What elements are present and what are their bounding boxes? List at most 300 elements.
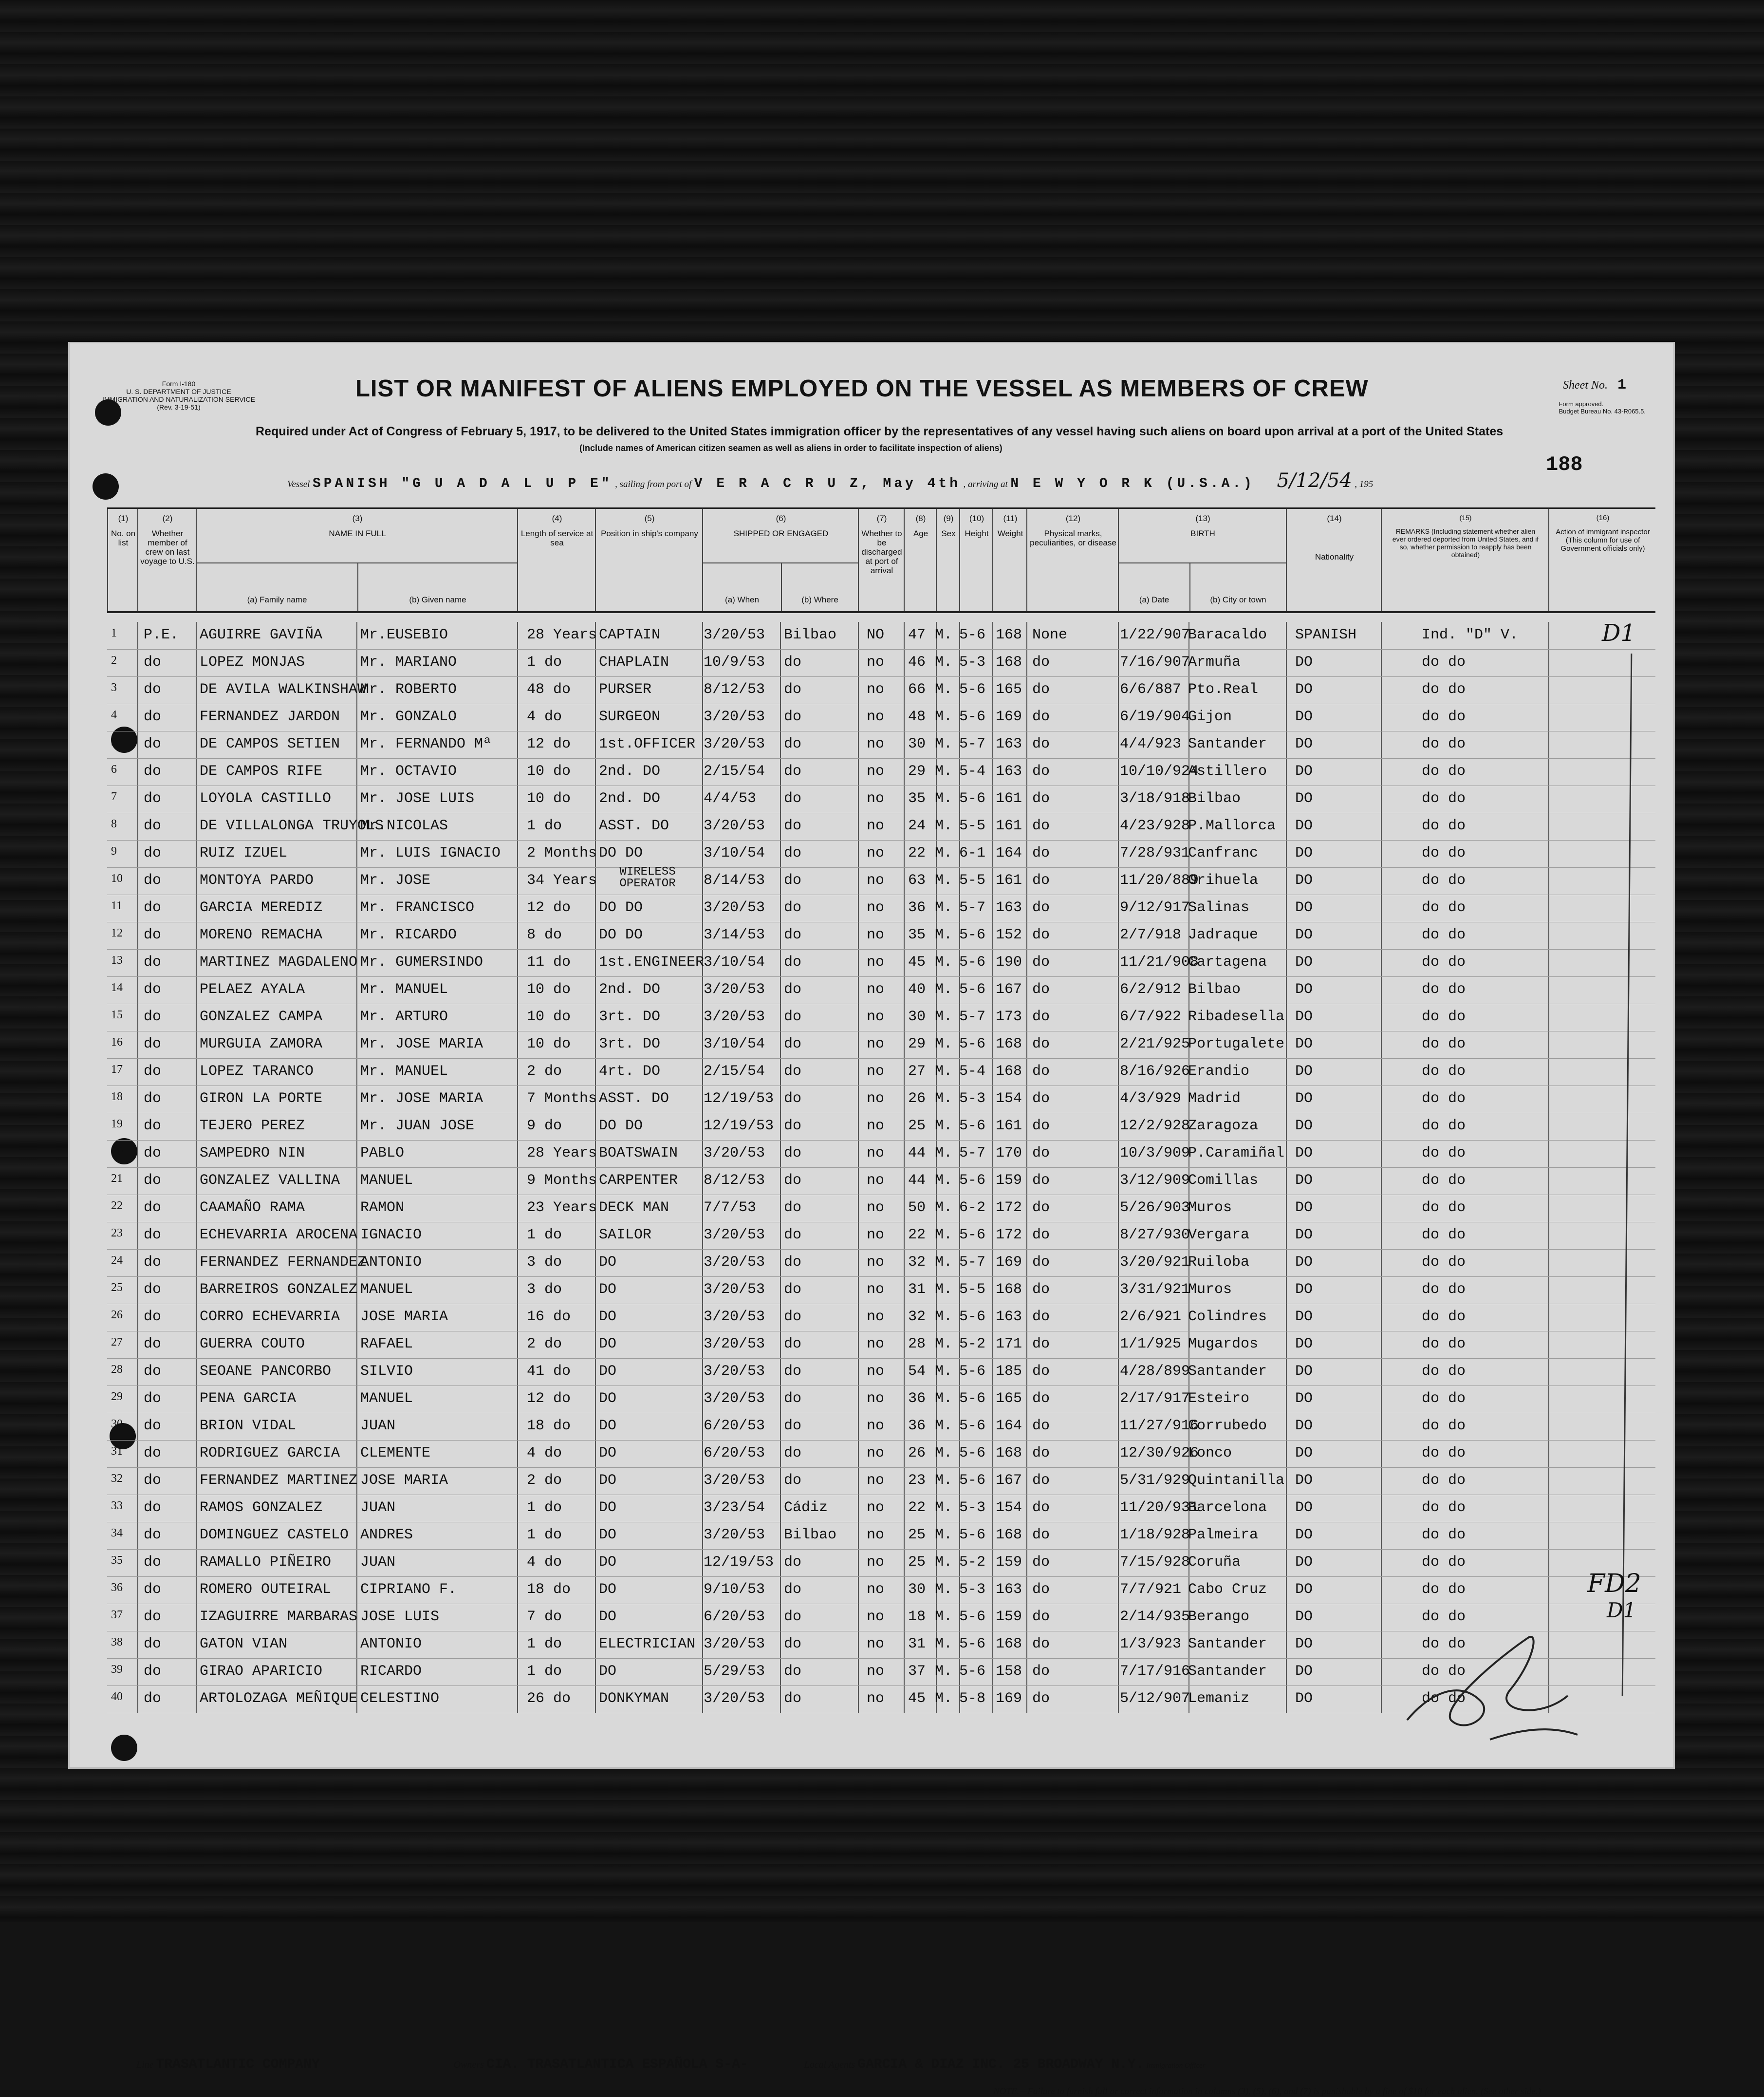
physical-marks: do [1032, 1281, 1050, 1298]
length-of-service: 9 do [527, 1118, 562, 1134]
height: 5-7 [959, 1145, 986, 1161]
shipped-when: 3/20/53 [704, 1227, 765, 1243]
family-name: GATON VIAN [200, 1636, 288, 1652]
age: 30 [908, 736, 926, 752]
table-row [107, 1140, 1655, 1168]
sex: M. [935, 1336, 953, 1352]
weight: 169 [996, 709, 1022, 725]
length-of-service: 1 do [527, 818, 562, 834]
family-name: DE CAMPOS SETIEN [200, 736, 340, 752]
footer-line: Line TRASATLANTIC COMPANY Owners CIA. TRASATLANTICA ESPAÑOLA S-A- Local Agents GARCIA & DIAZ INC. 25 BROADWAY N.Y. Immigration Officer [136, 2057, 1206, 2072]
weight: 168 [996, 1063, 1022, 1080]
crew-last-voyage: do [144, 681, 162, 698]
nationality: DO [1295, 1581, 1313, 1598]
remarks: Ind. "D" V. [1422, 627, 1519, 643]
height: 5-6 [959, 790, 986, 807]
row-number: 13 [111, 954, 123, 967]
age: 63 [908, 872, 926, 889]
row-number: 40 [111, 1690, 123, 1703]
col-header-1: (1) No. on list [107, 509, 138, 611]
weight: 172 [996, 1199, 1022, 1216]
age: 28 [908, 1336, 926, 1352]
age: 23 [908, 1472, 926, 1489]
height: 5-3 [959, 1581, 986, 1598]
col-header-14: (14) Nationality [1286, 509, 1382, 611]
sheet-number: Sheet No. 1 [1563, 377, 1626, 393]
row-number: 11 [111, 899, 123, 912]
birth-date: 4/23/928 [1120, 818, 1190, 834]
length-of-service: 48 do [527, 681, 571, 698]
sex: M. [935, 1472, 953, 1489]
discharge-flag: no [867, 1363, 885, 1380]
table-row [107, 1331, 1655, 1359]
age: 32 [908, 1309, 926, 1325]
age: 35 [908, 790, 926, 807]
length-of-service: 26 do [527, 1690, 571, 1707]
height: 5-6 [959, 709, 986, 725]
row-number: 26 [111, 1309, 123, 1321]
physical-marks: do [1032, 1527, 1050, 1543]
discharge-flag: no [867, 763, 885, 780]
age: 45 [908, 954, 926, 971]
height: 5-6 [959, 1036, 986, 1052]
given-name: Mr. JOSE LUIS [360, 790, 475, 807]
nationality: DO [1295, 1063, 1313, 1080]
height: 5-6 [959, 1172, 986, 1189]
col-header-3: (3) NAME IN FULL (a) Family name (b) Given name [196, 509, 518, 611]
crew-last-voyage: do [144, 1636, 162, 1652]
discharge-flag: no [867, 1472, 885, 1489]
discharge-flag: no [867, 1609, 885, 1625]
birth-date: 5/26/903 [1120, 1199, 1190, 1216]
row-number: 16 [111, 1036, 123, 1048]
birth-date: 9/12/917 [1120, 899, 1190, 916]
length-of-service: 1 do [527, 1227, 562, 1243]
crew-last-voyage: do [144, 654, 162, 671]
weight: 168 [996, 654, 1022, 671]
table-row [107, 813, 1655, 841]
row-number: 20 [111, 1145, 123, 1158]
sex: M. [935, 954, 953, 971]
age: 45 [908, 1690, 926, 1707]
table-row [107, 1495, 1655, 1522]
nationality: DO [1295, 899, 1313, 916]
crew-last-voyage: do [144, 1390, 162, 1407]
length-of-service: 1 do [527, 1527, 562, 1543]
position: DONKYMAN [599, 1690, 669, 1707]
row-number: 34 [111, 1527, 123, 1539]
age: 22 [908, 845, 926, 861]
birth-city: Vergara [1188, 1227, 1250, 1243]
given-name: CLEMENTE [360, 1445, 431, 1461]
shipped-where: do [784, 1663, 802, 1680]
shipped-where: do [784, 899, 802, 916]
sex: M. [935, 1554, 953, 1571]
row-number: 14 [111, 981, 123, 994]
sex: M. [935, 981, 953, 998]
row-number: 10 [111, 872, 123, 885]
physical-marks: do [1032, 1227, 1050, 1243]
shipped-when: 3/20/53 [704, 981, 765, 998]
shipped-when: 3/20/53 [704, 1254, 765, 1271]
height: 5-8 [959, 1690, 986, 1707]
shipped-where: do [784, 981, 802, 998]
discharge-flag: no [867, 1418, 885, 1434]
length-of-service: 10 do [527, 790, 571, 807]
table-row [107, 1413, 1655, 1441]
physical-marks: do [1032, 1472, 1050, 1489]
remarks: do do [1422, 1527, 1466, 1543]
given-name: Mr. GUMERSINDO [360, 954, 483, 971]
length-of-service: 2 do [527, 1336, 562, 1352]
length-of-service: 10 do [527, 1036, 571, 1052]
remarks: do do [1422, 872, 1466, 889]
col-header-9: (9) Sex [936, 509, 960, 611]
handwritten-mark: D1 [1602, 619, 1636, 647]
sex: M. [935, 1090, 953, 1107]
table-row [107, 1467, 1655, 1495]
weight: 170 [996, 1145, 1022, 1161]
family-name: DE AVILA WALKINSHAW [200, 681, 367, 698]
family-name: IZAGUIRRE MARBARAS [200, 1609, 358, 1625]
shipped-where: do [784, 1172, 802, 1189]
crew-last-voyage: do [144, 1036, 162, 1052]
remarks: do do [1422, 1390, 1466, 1407]
position: ELECTRICIAN [599, 1636, 696, 1652]
sex: M. [935, 1527, 953, 1543]
shipped-when: 3/10/54 [704, 954, 765, 971]
shipped-where: do [784, 654, 802, 671]
shipped-when: 3/20/53 [704, 1281, 765, 1298]
remarks: do do [1422, 763, 1466, 780]
remarks: do do [1422, 790, 1466, 807]
age: 31 [908, 1281, 926, 1298]
age: 46 [908, 654, 926, 671]
given-name: RAFAEL [360, 1336, 413, 1352]
height: 5-6 [959, 1418, 986, 1434]
weight: 154 [996, 1090, 1022, 1107]
table-row [107, 1576, 1655, 1604]
family-name: FERNANDEZ MARTINEZ [200, 1472, 358, 1489]
length-of-service: 16 do [527, 1309, 571, 1325]
birth-city: Salinas [1188, 899, 1250, 916]
position: ASST. DO [599, 1090, 669, 1107]
height: 5-7 [959, 1009, 986, 1025]
weight: 168 [996, 627, 1022, 643]
position: DO [599, 1663, 617, 1680]
birth-date: 4/4/923 [1120, 736, 1182, 752]
col-header-16: (16) Action of immigrant inspector (This column for use of Government officials only) [1548, 509, 1656, 611]
height: 5-2 [959, 1554, 986, 1571]
remarks: do do [1422, 1581, 1466, 1598]
nationality: DO [1295, 1118, 1313, 1134]
table-row [107, 1249, 1655, 1277]
weight: 190 [996, 954, 1022, 971]
height: 5-6 [959, 1363, 986, 1380]
position: DO DO [599, 899, 643, 916]
birth-city: Santander [1188, 736, 1267, 752]
shipped-when: 3/20/53 [704, 1336, 765, 1352]
physical-marks: do [1032, 1336, 1050, 1352]
position: SURGEON [599, 709, 661, 725]
shipped-when: 3/20/53 [704, 1145, 765, 1161]
birth-city: Berango [1188, 1609, 1250, 1625]
age: 44 [908, 1172, 926, 1189]
position: DO [599, 1609, 617, 1625]
sex: M. [935, 845, 953, 861]
shipped-where: do [784, 1336, 802, 1352]
remarks: do do [1422, 954, 1466, 971]
height: 5-5 [959, 818, 986, 834]
birth-date: 11/20/931 [1120, 1499, 1199, 1516]
given-name: Mr. MANUEL [360, 1063, 448, 1080]
age: 26 [908, 1090, 926, 1107]
position: PURSER [599, 681, 652, 698]
physical-marks: do [1032, 1554, 1050, 1571]
remarks: do do [1422, 1418, 1466, 1434]
age: 22 [908, 1227, 926, 1243]
length-of-service: 18 do [527, 1418, 571, 1434]
given-name: Mr. RICARDO [360, 927, 457, 943]
crew-last-voyage: do [144, 1090, 162, 1107]
weight: 168 [996, 1445, 1022, 1461]
birth-date: 7/17/916 [1120, 1663, 1190, 1680]
birth-date: 3/18/918 [1120, 790, 1190, 807]
family-name: GONZALEZ VALLINA [200, 1172, 340, 1189]
height: 5-6 [959, 681, 986, 698]
age: 37 [908, 1663, 926, 1680]
birth-city: Armuña [1188, 654, 1241, 671]
shipped-when: 8/12/53 [704, 1172, 765, 1189]
shipped-where: do [784, 1254, 802, 1271]
shipped-where: do [784, 681, 802, 698]
shipped-where: do [784, 1063, 802, 1080]
birth-date: 12/2/928 [1120, 1118, 1190, 1134]
length-of-service: 1 do [527, 1499, 562, 1516]
discharge-flag: no [867, 709, 885, 725]
nationality: SPANISH [1295, 627, 1357, 643]
given-name: Mr. ARTURO [360, 1009, 448, 1025]
position: 2nd. DO [599, 981, 661, 998]
discharge-flag: no [867, 1036, 885, 1052]
nationality: DO [1295, 927, 1313, 943]
nationality: DO [1295, 818, 1313, 834]
row-number: 21 [111, 1172, 123, 1185]
row-number: 29 [111, 1390, 123, 1403]
position: DO [599, 1363, 617, 1380]
crew-last-voyage: do [144, 1499, 162, 1516]
row-number: 4 [111, 709, 117, 721]
age: 32 [908, 1254, 926, 1271]
shipped-when: 2/15/54 [704, 763, 765, 780]
physical-marks: do [1032, 981, 1050, 998]
family-name: ECHEVARRIA AROCENA [200, 1227, 358, 1243]
physical-marks: do [1032, 899, 1050, 916]
weight: 161 [996, 790, 1022, 807]
nationality: DO [1295, 1690, 1313, 1707]
nationality: DO [1295, 1445, 1313, 1461]
shipped-where: Bilbao [784, 627, 837, 643]
birth-city: Esteiro [1188, 1390, 1250, 1407]
sex: M. [935, 1445, 953, 1461]
sex: M. [935, 790, 953, 807]
remarks: do do [1422, 1499, 1466, 1516]
birth-city: Madrid [1188, 1090, 1241, 1107]
given-name: Mr. GONZALO [360, 709, 457, 725]
remarks: do do [1422, 1036, 1466, 1052]
row-number: 32 [111, 1472, 123, 1485]
discharge-flag: no [867, 927, 885, 943]
table-row [107, 731, 1655, 759]
row-number: 27 [111, 1336, 123, 1348]
height: 6-1 [959, 845, 986, 861]
handwritten-mark: D1 [1607, 1598, 1636, 1622]
age: 24 [908, 818, 926, 834]
sex: M. [935, 899, 953, 916]
position: 1st.OFFICER [599, 736, 696, 752]
given-name: RICARDO [360, 1663, 422, 1680]
crew-last-voyage: do [144, 1581, 162, 1598]
length-of-service: 23 Years [527, 1199, 597, 1216]
handwritten-mark: FD2 [1587, 1569, 1641, 1598]
birth-date: 8/16/926 [1120, 1063, 1190, 1080]
shipped-where: do [784, 1581, 802, 1598]
sex: M. [935, 1609, 953, 1625]
sex: M. [935, 654, 953, 671]
col-header-12: (12) Physical marks, peculiarities, or disease [1026, 509, 1119, 611]
nationality: DO [1295, 654, 1313, 671]
sex: M. [935, 1581, 953, 1598]
height: 6-2 [959, 1199, 986, 1216]
age: 29 [908, 1036, 926, 1052]
sex: M. [935, 627, 953, 643]
table-row [107, 895, 1655, 922]
weight: 161 [996, 1118, 1022, 1134]
family-name: CORRO ECHEVARRIA [200, 1309, 340, 1325]
birth-city: P.Caramiñal [1188, 1145, 1285, 1161]
position: CHAPLAIN [599, 654, 669, 671]
row-number: 36 [111, 1581, 123, 1594]
length-of-service: 28 Years [527, 1145, 597, 1161]
height: 5-6 [959, 1663, 986, 1680]
birth-date: 8/27/930 [1120, 1227, 1190, 1243]
shipped-when: 3/14/53 [704, 927, 765, 943]
birth-date: 1/1/925 [1120, 1336, 1182, 1352]
crew-last-voyage: do [144, 763, 162, 780]
physical-marks: do [1032, 1090, 1050, 1107]
crew-last-voyage: do [144, 872, 162, 889]
table-row [107, 1195, 1655, 1222]
form-approval: Form approved. Budget Bureau No. 43-R065.5. [1559, 400, 1646, 415]
discharge-flag: no [867, 1390, 885, 1407]
crew-last-voyage: do [144, 1445, 162, 1461]
age: 26 [908, 1445, 926, 1461]
given-name: MANUEL [360, 1172, 413, 1189]
nationality: DO [1295, 1554, 1313, 1571]
discharge-flag: no [867, 1090, 885, 1107]
physical-marks: do [1032, 763, 1050, 780]
row-number: 7 [111, 790, 117, 803]
birth-city: Coruña [1188, 1554, 1241, 1571]
birth-date: 10/10/924 [1120, 763, 1199, 780]
remarks: do do [1422, 927, 1466, 943]
given-name: IGNACIO [360, 1227, 422, 1243]
discharge-flag: no [867, 818, 885, 834]
discharge-flag: no [867, 1145, 885, 1161]
position: DO [599, 1472, 617, 1489]
table-row [107, 1276, 1655, 1304]
shipped-when: 7/7/53 [704, 1199, 757, 1216]
shipped-where: do [784, 1554, 802, 1571]
row-number: 33 [111, 1499, 123, 1512]
remarks: do do [1422, 1554, 1466, 1571]
birth-date: 11/21/908 [1120, 954, 1199, 971]
shipped-when: 3/10/54 [704, 845, 765, 861]
row-number: 2 [111, 654, 117, 667]
family-name: ARTOLOZAGA MEÑIQUE [200, 1690, 358, 1707]
given-name: Mr. LUIS IGNACIO [360, 845, 501, 861]
birth-date: 11/20/889 [1120, 872, 1199, 889]
nationality: DO [1295, 1227, 1313, 1243]
height: 5-4 [959, 1063, 986, 1080]
discharge-flag: no [867, 981, 885, 998]
birth-city: Santander [1188, 1663, 1267, 1680]
col-header-15: (15) REMARKS (Including statement whether alien ever ordered deported from United States, and if so, whether permission to reapply has been obtained) [1381, 509, 1549, 611]
row-number: 37 [111, 1609, 123, 1621]
position: DO [599, 1309, 617, 1325]
given-name: Mr.NICOLAS [360, 818, 448, 834]
remarks: do do [1422, 1472, 1466, 1489]
height: 5-5 [959, 1281, 986, 1298]
remarks: do do [1422, 1254, 1466, 1271]
physical-marks: do [1032, 1636, 1050, 1652]
height: 5-6 [959, 981, 986, 998]
family-name: ROMERO OUTEIRAL [200, 1581, 332, 1598]
shipped-where: do [784, 818, 802, 834]
family-name: GONZALEZ CAMPA [200, 1009, 323, 1025]
discharge-flag: no [867, 899, 885, 916]
sex: M. [935, 1118, 953, 1134]
crew-last-voyage: do [144, 790, 162, 807]
sex: M. [935, 1636, 953, 1652]
nationality: DO [1295, 845, 1313, 861]
shipped-where: do [784, 954, 802, 971]
position: DO DO [599, 927, 643, 943]
crew-last-voyage: do [144, 1309, 162, 1325]
physical-marks: do [1032, 1172, 1050, 1189]
nationality: DO [1295, 1527, 1313, 1543]
nationality: DO [1295, 1363, 1313, 1380]
table-row [107, 1222, 1655, 1250]
given-name: JUAN [360, 1418, 396, 1434]
weight: 159 [996, 1609, 1022, 1625]
sex: M. [935, 1309, 953, 1325]
weight: 163 [996, 1309, 1022, 1325]
age: 25 [908, 1118, 926, 1134]
birth-date: 12/30/926 [1120, 1445, 1199, 1461]
col-header-13: (13) BIRTH (a) Date (b) City or town [1118, 509, 1287, 611]
position: 4rt. DO [599, 1063, 661, 1080]
shipped-when: 6/20/53 [704, 1445, 765, 1461]
length-of-service: 3 do [527, 1281, 562, 1298]
nationality: DO [1295, 1009, 1313, 1025]
remarks: do do [1422, 709, 1466, 725]
shipped-where: do [784, 1309, 802, 1325]
sex: M. [935, 1363, 953, 1380]
form-identifier: Form I-180 U. S. DEPARTMENT OF JUSTICE IMMIGRATION AND NATURALIZATION SERVICE (Rev. 3-19-51) [102, 380, 255, 411]
col-header-4: (4) Length of service at sea [517, 509, 596, 611]
given-name: Mr.EUSEBIO [360, 627, 448, 643]
